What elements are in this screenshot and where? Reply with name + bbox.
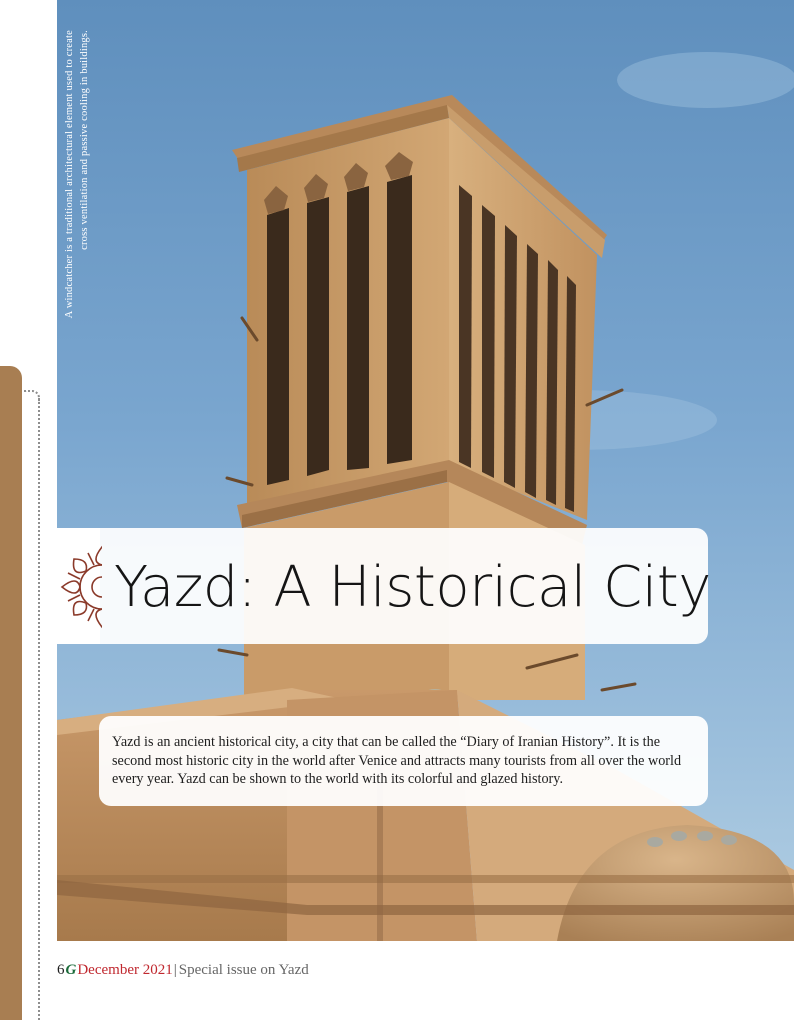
page-footer	[57, 960, 309, 980]
page-number: 6	[57, 962, 65, 978]
footer-separator: |	[173, 962, 177, 978]
page-title: Yazd: A Historical City	[114, 555, 711, 620]
magazine-logo-icon: G	[65, 962, 77, 978]
dotted-guide-line	[38, 398, 40, 1020]
rosette-ornament-icon	[58, 540, 102, 634]
issue-title: Special issue on Yazd	[178, 962, 309, 978]
photo-caption: A windcatcher is a traditional architectural element used to create cross ventilation and passive cooling in buildings.	[64, 30, 90, 319]
photo-caption-container	[62, 30, 102, 330]
issue-date: December 2021	[77, 962, 173, 978]
intro-paragraph: Yazd is an ancient historical city, a city that can be called the “Diary of Iranian History”. It is the second most historic city in the world after Venice and attracts many tourists from all over the world every year. Yazd can be shown to the world with its colorful and glazed history.	[112, 734, 682, 787]
side-tab	[0, 366, 22, 1020]
